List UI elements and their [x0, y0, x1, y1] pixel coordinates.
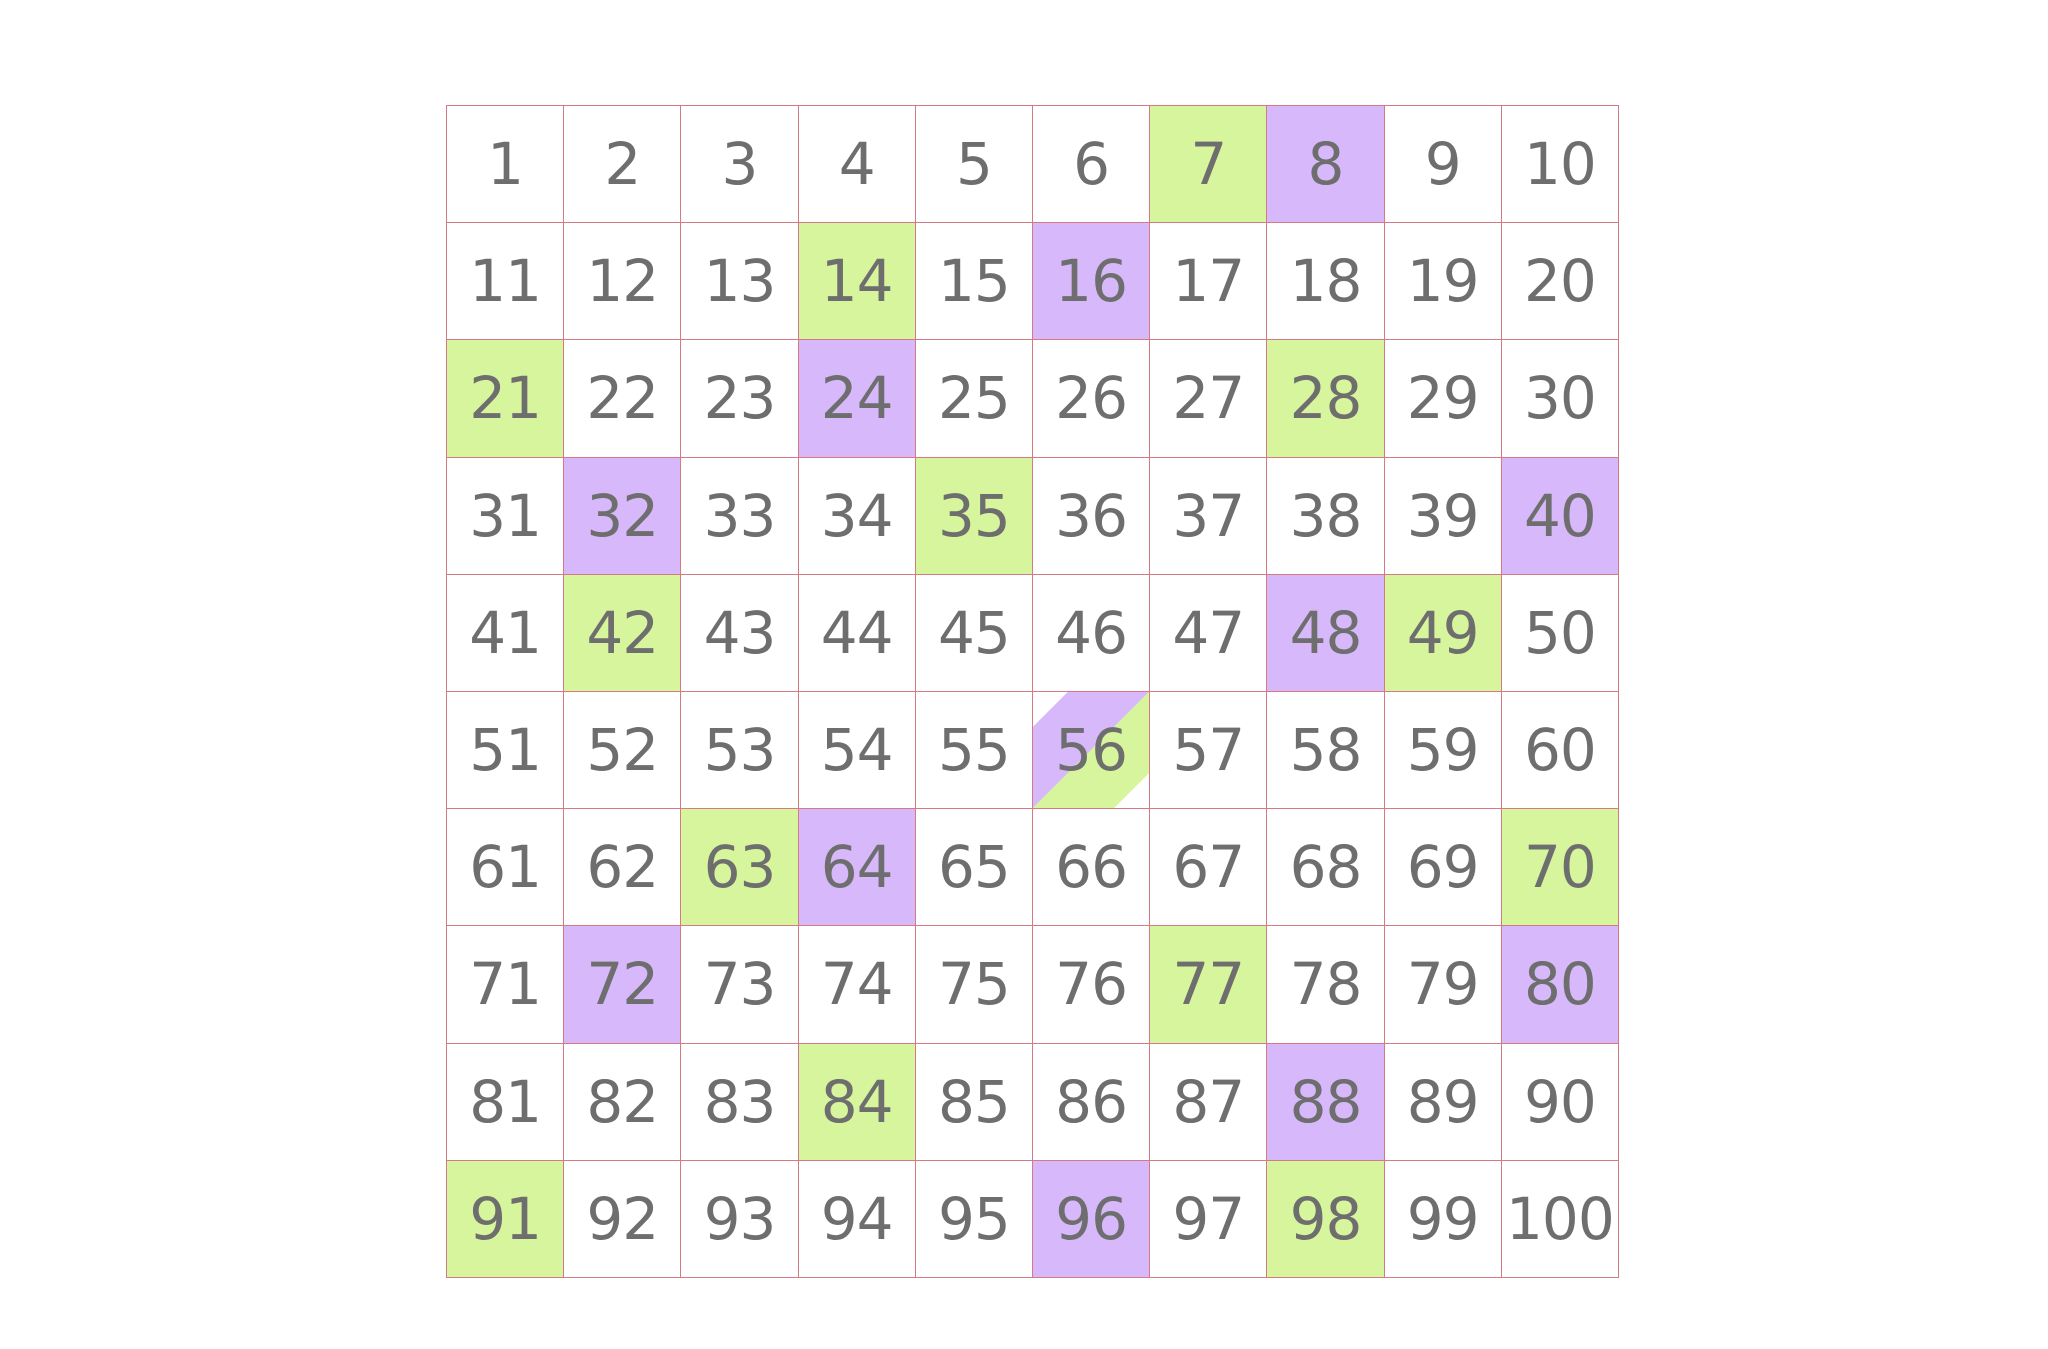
- cell-number: 27: [1172, 364, 1245, 433]
- hundred-chart-grid: [446, 105, 1619, 1278]
- number-cell-split-highlight: [1033, 692, 1150, 809]
- number-cell: [681, 926, 798, 1043]
- cell-number: 18: [1289, 247, 1362, 316]
- cell-number: 28: [1289, 364, 1362, 433]
- cell-number: 96: [1055, 1184, 1127, 1253]
- number-cell: [564, 692, 681, 809]
- cell-number: 93: [703, 1184, 776, 1253]
- number-cell-green: [799, 223, 916, 340]
- number-cell-purple: [799, 809, 916, 926]
- number-cell-purple: [1033, 1161, 1150, 1278]
- cell-number: 50: [1523, 598, 1596, 667]
- cell-number: 86: [1055, 1067, 1127, 1136]
- cell-number: 37: [1172, 481, 1245, 550]
- number-cell-purple: [1502, 458, 1619, 575]
- number-cell: [1385, 223, 1502, 340]
- number-cell: [1267, 458, 1384, 575]
- cell-number: 80: [1523, 950, 1596, 1019]
- number-cell: [1385, 809, 1502, 926]
- cell-number: 83: [703, 1067, 776, 1136]
- cell-number: 65: [937, 833, 1010, 902]
- number-cell-purple: [1267, 106, 1384, 223]
- cell-number: 53: [703, 716, 776, 785]
- cell-number: 16: [1055, 247, 1127, 316]
- number-cell: [1385, 692, 1502, 809]
- number-cell-green: [916, 458, 1033, 575]
- cell-number: 62: [586, 833, 659, 902]
- cell-number: 4: [838, 130, 875, 199]
- number-cell: [1150, 458, 1267, 575]
- cell-number: 45: [937, 598, 1010, 667]
- number-cell: [916, 926, 1033, 1043]
- cell-number: 44: [820, 598, 893, 667]
- cell-number: 46: [1055, 598, 1127, 667]
- cell-number: 90: [1523, 1067, 1596, 1136]
- number-cell: [447, 106, 564, 223]
- cell-number: 77: [1172, 950, 1245, 1019]
- number-cell: [1150, 575, 1267, 692]
- number-cell: [1267, 223, 1384, 340]
- number-cell: [1385, 1044, 1502, 1161]
- number-cell: [916, 223, 1033, 340]
- number-cell: [1033, 106, 1150, 223]
- number-cell: [799, 458, 916, 575]
- cell-number: 64: [820, 833, 893, 902]
- cell-number: 29: [1406, 364, 1479, 433]
- number-cell: [1033, 1044, 1150, 1161]
- cell-number: 63: [703, 833, 776, 902]
- cell-number: 71: [469, 950, 541, 1019]
- cell-number: 15: [937, 247, 1010, 316]
- number-cell: [916, 692, 1033, 809]
- number-cell-green: [1267, 1161, 1384, 1278]
- number-cell-green: [1150, 106, 1267, 223]
- number-cell: [1502, 106, 1619, 223]
- cell-number: 7: [1190, 130, 1227, 199]
- cell-number: 5: [955, 130, 992, 199]
- number-cell: [1267, 926, 1384, 1043]
- number-cell: [1033, 926, 1150, 1043]
- cell-number: 43: [703, 598, 776, 667]
- number-cell: [564, 340, 681, 457]
- number-cell: [1267, 692, 1384, 809]
- number-cell: [916, 1044, 1033, 1161]
- cell-number: 66: [1055, 833, 1127, 902]
- cell-number: 13: [703, 247, 776, 316]
- number-cell-green: [1267, 340, 1384, 457]
- number-cell: [564, 1161, 681, 1278]
- number-cell-purple: [564, 458, 681, 575]
- cell-number: 35: [937, 481, 1010, 550]
- cell-number: 91: [469, 1184, 541, 1253]
- number-cell: [799, 106, 916, 223]
- cell-number: 94: [820, 1184, 893, 1253]
- cell-number: 21: [469, 364, 541, 433]
- cell-number: 47: [1172, 598, 1245, 667]
- number-cell: [1150, 692, 1267, 809]
- number-cell: [1150, 1161, 1267, 1278]
- number-cell: [1502, 1044, 1619, 1161]
- cell-number: 55: [937, 716, 1010, 785]
- number-cell-purple: [1267, 575, 1384, 692]
- cell-number: 56: [1055, 716, 1127, 785]
- cell-number: 69: [1406, 833, 1479, 902]
- number-cell: [681, 692, 798, 809]
- cell-number: 31: [469, 481, 541, 550]
- number-cell: [564, 1044, 681, 1161]
- cell-number: 23: [703, 364, 776, 433]
- number-cell: [447, 692, 564, 809]
- cell-number: 48: [1289, 598, 1362, 667]
- number-cell-green: [447, 340, 564, 457]
- cell-number: 70: [1523, 833, 1596, 902]
- number-cell: [916, 575, 1033, 692]
- number-cell: [564, 223, 681, 340]
- number-cell: [1033, 809, 1150, 926]
- cell-number: 98: [1289, 1184, 1362, 1253]
- number-cell-purple: [1502, 926, 1619, 1043]
- cell-number: 74: [820, 950, 893, 1019]
- cell-number: 49: [1406, 598, 1479, 667]
- cell-number: 88: [1289, 1067, 1362, 1136]
- number-cell: [681, 575, 798, 692]
- number-cell: [681, 223, 798, 340]
- number-cell-purple: [799, 340, 916, 457]
- cell-number: 97: [1172, 1184, 1245, 1253]
- cell-number: 99: [1406, 1184, 1479, 1253]
- number-cell: [447, 1044, 564, 1161]
- number-cell: [1385, 340, 1502, 457]
- number-cell: [1385, 1161, 1502, 1278]
- cell-number: 2: [604, 130, 641, 199]
- cell-number: 34: [820, 481, 893, 550]
- cell-number: 32: [586, 481, 659, 550]
- number-cell: [564, 809, 681, 926]
- number-cell: [1150, 1044, 1267, 1161]
- number-cell: [1502, 575, 1619, 692]
- number-cell: [916, 809, 1033, 926]
- cell-number: 81: [469, 1067, 541, 1136]
- number-cell: [916, 340, 1033, 457]
- cell-number: 89: [1406, 1067, 1479, 1136]
- cell-number: 6: [1073, 130, 1110, 199]
- number-cell: [681, 458, 798, 575]
- number-cell: [681, 340, 798, 457]
- cell-number: 82: [586, 1067, 659, 1136]
- number-cell: [447, 458, 564, 575]
- cell-number: 42: [586, 598, 659, 667]
- cell-number: 100: [1506, 1184, 1614, 1253]
- number-cell-purple: [1267, 1044, 1384, 1161]
- number-cell: [1150, 340, 1267, 457]
- number-cell-green: [564, 575, 681, 692]
- cell-number: 3: [721, 130, 758, 199]
- cell-number: 57: [1172, 716, 1245, 785]
- cell-number: 84: [820, 1067, 893, 1136]
- cell-number: 92: [586, 1184, 659, 1253]
- cell-number: 58: [1289, 716, 1362, 785]
- number-cell-green: [1150, 926, 1267, 1043]
- number-cell: [681, 106, 798, 223]
- number-cell: [799, 575, 916, 692]
- number-cell: [1385, 458, 1502, 575]
- cell-number: 9: [1424, 130, 1461, 199]
- cell-number: 17: [1172, 247, 1245, 316]
- number-cell: [447, 575, 564, 692]
- number-cell-green: [799, 1044, 916, 1161]
- cell-number: 60: [1523, 716, 1596, 785]
- number-cell: [1385, 926, 1502, 1043]
- cell-number: 12: [586, 247, 659, 316]
- number-cell-green: [681, 809, 798, 926]
- number-cell: [799, 1161, 916, 1278]
- number-cell-green: [1385, 575, 1502, 692]
- cell-number: 54: [820, 716, 893, 785]
- cell-number: 87: [1172, 1067, 1245, 1136]
- cell-number: 75: [937, 950, 1010, 1019]
- number-cell: [681, 1161, 798, 1278]
- number-cell: [799, 692, 916, 809]
- number-cell: [1502, 692, 1619, 809]
- cell-number: 52: [586, 716, 659, 785]
- cell-number: 30: [1523, 364, 1596, 433]
- number-cell: [799, 926, 916, 1043]
- cell-number: 51: [469, 716, 541, 785]
- number-cell: [564, 106, 681, 223]
- cell-number: 40: [1523, 481, 1596, 550]
- cell-number: 10: [1523, 130, 1596, 199]
- number-cell-green: [1502, 809, 1619, 926]
- number-cell: [1502, 223, 1619, 340]
- cell-number: 59: [1406, 716, 1479, 785]
- cell-number: 38: [1289, 481, 1362, 550]
- number-cell: [447, 809, 564, 926]
- cell-number: 67: [1172, 833, 1245, 902]
- cell-number: 61: [469, 833, 541, 902]
- cell-number: 20: [1523, 247, 1596, 316]
- number-cell: [1267, 809, 1384, 926]
- number-cell-purple: [564, 926, 681, 1043]
- number-cell: [681, 1044, 798, 1161]
- cell-number: 33: [703, 481, 776, 550]
- number-cell: [916, 106, 1033, 223]
- cell-number: 79: [1406, 950, 1479, 1019]
- cell-number: 85: [937, 1067, 1010, 1136]
- number-cell: [1033, 340, 1150, 457]
- cell-number: 22: [586, 364, 659, 433]
- number-cell: [1150, 223, 1267, 340]
- number-cell: [1150, 809, 1267, 926]
- cell-number: 1: [487, 130, 524, 199]
- cell-number: 11: [469, 247, 541, 316]
- cell-number: 24: [820, 364, 893, 433]
- cell-number: 41: [469, 598, 541, 667]
- number-cell-green: [447, 1161, 564, 1278]
- number-cell: [1385, 106, 1502, 223]
- number-cell: [1502, 340, 1619, 457]
- number-cell: [447, 223, 564, 340]
- cell-number: 73: [703, 950, 776, 1019]
- cell-number: 68: [1289, 833, 1362, 902]
- cell-number: 72: [586, 950, 659, 1019]
- number-cell: [916, 1161, 1033, 1278]
- number-cell: [1502, 1161, 1619, 1278]
- cell-number: 39: [1406, 481, 1479, 550]
- cell-number: 95: [937, 1184, 1010, 1253]
- cell-number: 19: [1406, 247, 1479, 316]
- cell-number: 36: [1055, 481, 1127, 550]
- number-cell: [447, 926, 564, 1043]
- cell-number: 25: [937, 364, 1010, 433]
- cell-number: 8: [1307, 130, 1344, 199]
- cell-number: 14: [820, 247, 893, 316]
- cell-number: 26: [1055, 364, 1127, 433]
- cell-number: 78: [1289, 950, 1362, 1019]
- number-cell-purple: [1033, 223, 1150, 340]
- number-cell: [1033, 575, 1150, 692]
- number-cell: [1033, 458, 1150, 575]
- cell-number: 76: [1055, 950, 1127, 1019]
